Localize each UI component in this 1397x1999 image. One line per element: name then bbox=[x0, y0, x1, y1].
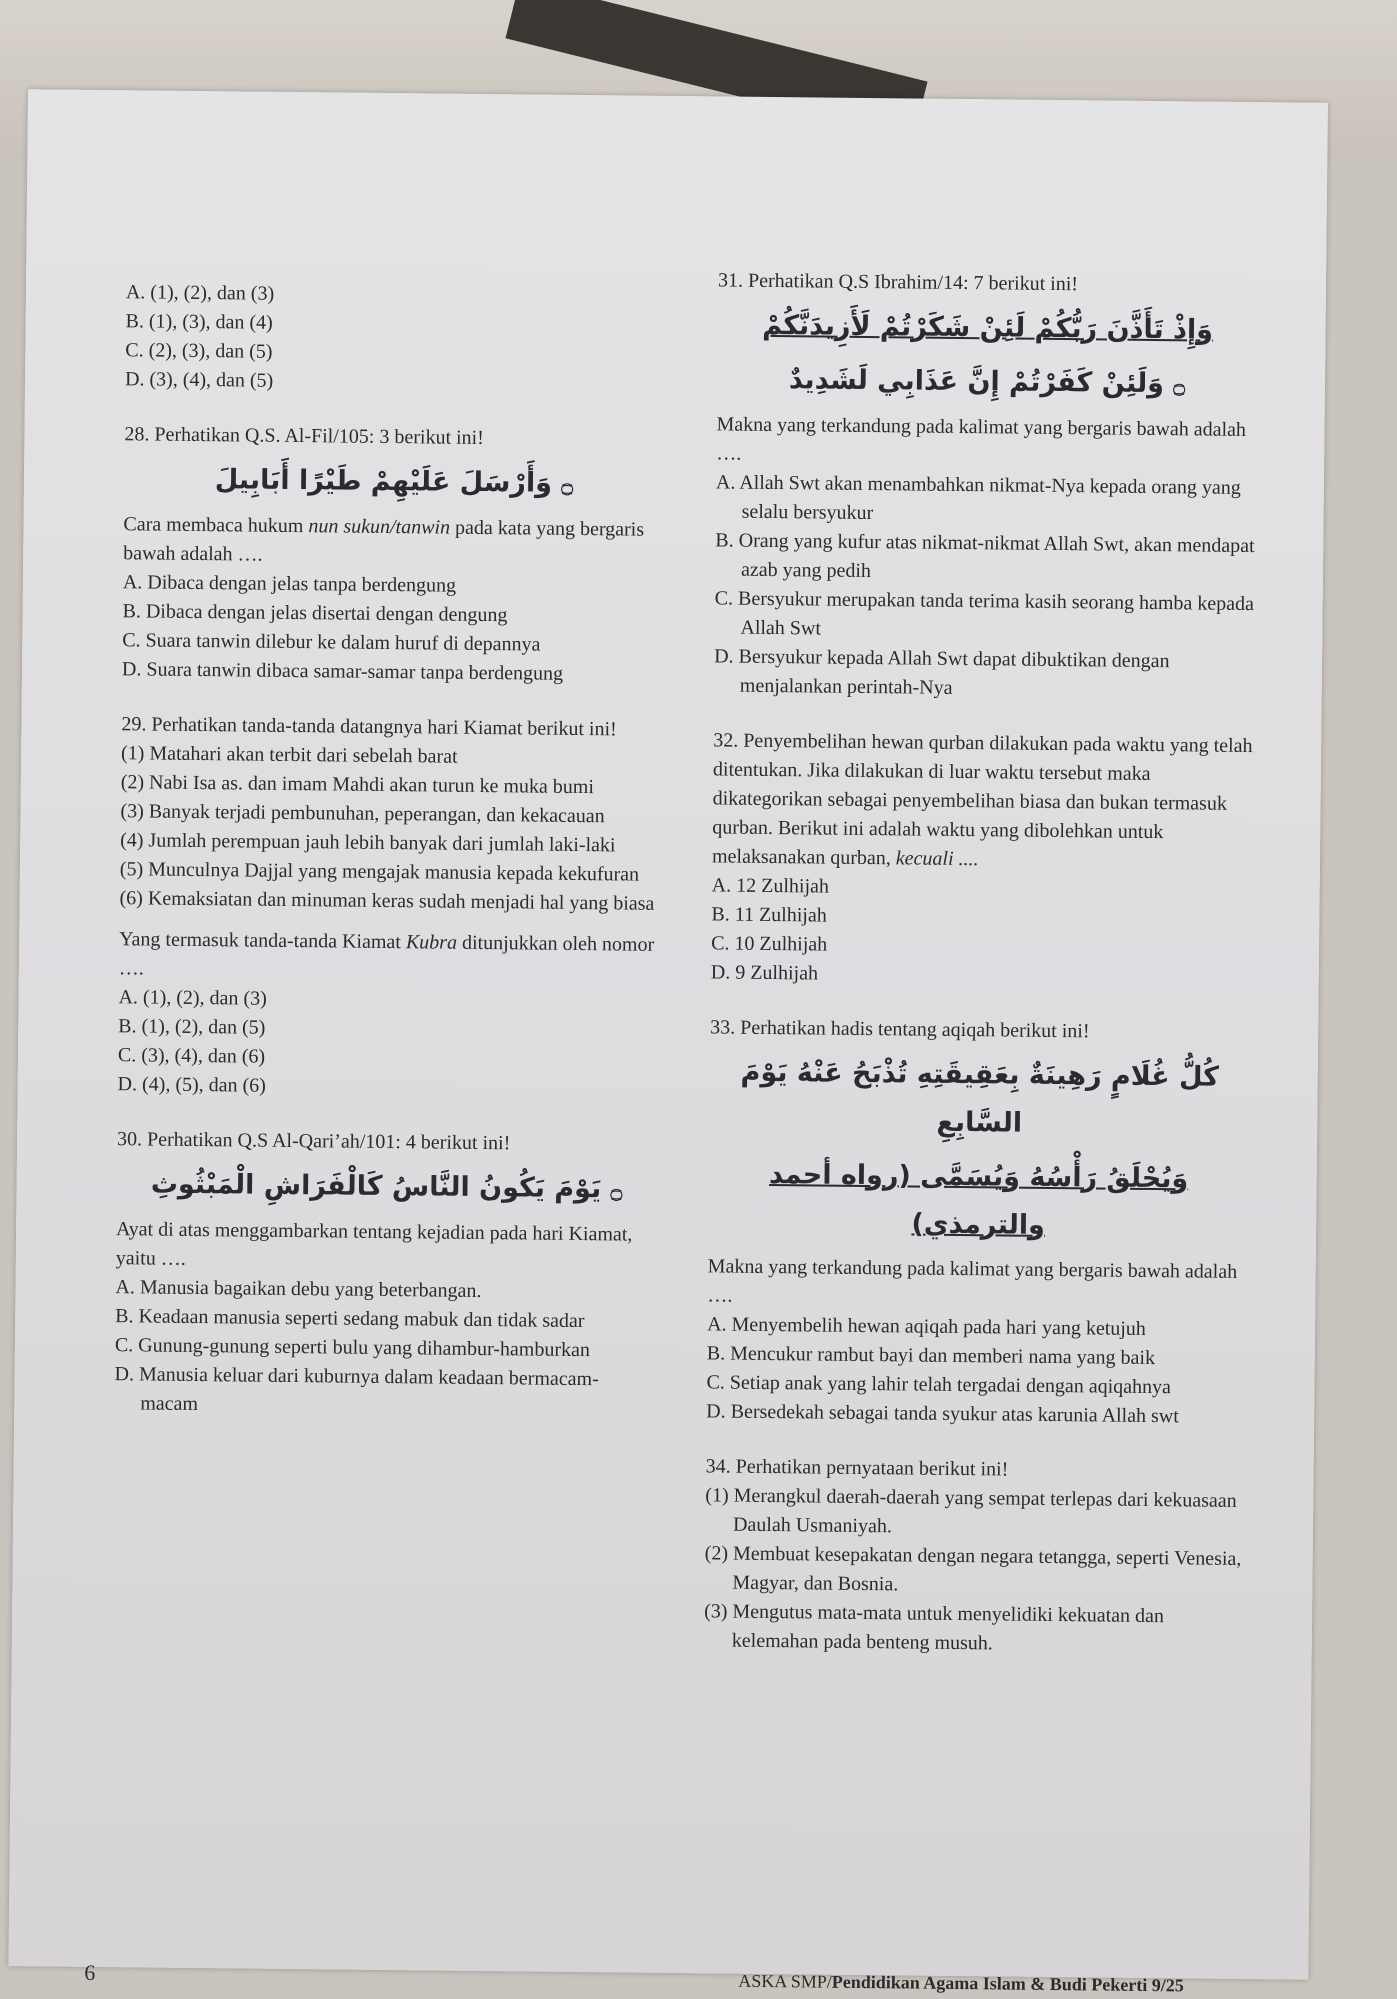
q30-stem: Ayat di atas menggambarkan tentang kejadian pada hari Kiamat, yaitu …. bbox=[115, 1218, 633, 1270]
q31-arabic-line-1: وَإِذْ تَأَذَّنَ رَبُّكُمْ لَئِنْ شَكَرْتُمْ لَأَزِيدَنَّكُمْ bbox=[762, 309, 1214, 346]
q29-option-b: B. (1), (2), dan (5) bbox=[118, 1015, 266, 1039]
ayah-number-icon: ۝ bbox=[610, 1178, 623, 1203]
q34-item-2: (2) Membuat kesepakatan dengan negara tetangga, seperti Venesia, Magyar, dan Bosnia. bbox=[704, 1542, 1242, 1596]
q28-arabic-verse: ۝ وَأَرْسَلَ عَلَيْهِمْ طَيْرًا أَبَابِيلَ bbox=[214, 464, 574, 499]
q32-option-c: C. 10 Zulhijah bbox=[711, 932, 828, 956]
question-33 bbox=[706, 1013, 1250, 1432]
question-30 bbox=[114, 1125, 657, 1424]
q31-option-b: B. Orang yang kufur atas nikmat-nikmat Allah Swt, akan mendapat azab yang pedih bbox=[715, 529, 1255, 583]
q30-title: 30. Perhatikan Q.S Al-Qari’ah/101: 4 berikut ini! bbox=[116, 1128, 511, 1155]
q29-stem: Yang termasuk tanda-tanda Kiamat Kubra ditunjukkan oleh nomor …. bbox=[118, 928, 655, 980]
q33-option-c: C. Setiap anak yang lahir telah tergadai dengan aqiqahnya bbox=[706, 1371, 1172, 1399]
q28-option-d: D. Suara tanwin dibaca samar-samar tanpa berdengung bbox=[121, 658, 564, 685]
q29-item-2: (2) Nabi Isa as. dan imam Mahdi akan turun ke muka bumi bbox=[120, 771, 595, 799]
q29-item-4: (4) Jumlah perempuan jauh lebih banyak dari jumlah laki-laki bbox=[120, 829, 616, 857]
q33-arabic-line-1: كُلُّ غُلَامٍ رَهِينَةٌ بِعَقِيقَتِهِ تُذْبَحُ عَنْهُ يَوْمَ السَّابِعِ bbox=[740, 1056, 1220, 1139]
q28-stem: Cara membaca hukum nun sukun/tanwin pada kata yang bergaris bawah adalah …. bbox=[123, 513, 645, 566]
question-34 bbox=[704, 1452, 1246, 1661]
q30-option-b: B. Keadaan manusia seperti sedang mabuk dan tidak sadar bbox=[115, 1305, 585, 1333]
q33-arabic-line-2: وَيُحْلَقُ رَأْسُهُ وَيُسَمَّى (رواه أحمد والترمذي) bbox=[768, 1159, 1189, 1241]
q33-option-a: A. Menyembelih hewan aqiqah pada hari yang ketujuh bbox=[707, 1313, 1146, 1340]
q27-option-a: A. (1), (2), dan (3) bbox=[125, 281, 275, 305]
q32-option-a: A. 12 Zulhijah bbox=[711, 874, 830, 898]
q29-title: 29. Perhatikan tanda-tanda datangnya hari Kiamat berikut ini! bbox=[121, 713, 617, 741]
q30-option-c: C. Gunung-gunung seperti bulu yang dihambur-hamburkan bbox=[114, 1334, 591, 1362]
q33-stem: Makna yang terkandung pada kalimat yang bergaris bawah adalah …. bbox=[707, 1255, 1238, 1307]
q29-item-6: (6) Kemaksiatan dan minuman keras sudah menjadi hal yang biasa bbox=[119, 887, 655, 915]
right-column bbox=[704, 266, 1259, 1661]
q28-option-b: B. Dibaca dengan jelas disertai dengan dengung bbox=[122, 600, 508, 627]
q29-option-a: A. (1), (2), dan (3) bbox=[118, 986, 267, 1010]
page-footer: ASKA SMP/Pendidikan Agama Islam & Budi Pekerti 9/25 bbox=[738, 1970, 1184, 1996]
q30-option-a: A. Manusia bagaikan debu yang beterbangan. bbox=[115, 1276, 482, 1303]
q29-item-5: (5) Munculnya Dajjal yang mengajak manusia kepada kekufuran bbox=[119, 858, 640, 886]
q29-option-c: C. (3), (4), dan (6) bbox=[117, 1044, 266, 1068]
q30-arabic-verse: ۝ يَوْمَ يَكُونُ النَّاسُ كَالْفَرَاشِ الْمَبْثُوثِ bbox=[150, 1168, 623, 1205]
q29-item-3: (3) Banyak terjadi pembunuhan, peperangan, dan kekacauan bbox=[120, 800, 605, 828]
page-number: 6 bbox=[84, 1959, 96, 1986]
q32-option-b: B. 11 Zulhijah bbox=[711, 903, 827, 927]
q33-option-d: D. Bersedekah sebagai tanda syukur atas karunia Allah swt bbox=[706, 1400, 1179, 1428]
q31-option-c: C. Bersyukur merupakan tanda terima kasih seorang hamba kepada Allah Swt bbox=[714, 587, 1255, 640]
q28-option-c: C. Suara tanwin dilebur ke dalam huruf di depannya bbox=[122, 629, 541, 656]
q31-arabic-line-2: ۝ وَلَئِنْ كَفَرْتُمْ إِنَّ عَذَابِي لَشَدِيدٌ bbox=[788, 364, 1186, 400]
q27-option-b: B. (1), (3), dan (4) bbox=[125, 310, 273, 334]
q32-title: 32. Penyembelihan hewan qurban dilakukan pada waktu yang telah ditentukan. Jika dilakukan di luar waktu tersebut maka dikategorikan sebagai penyembelihan biasa dan bukan termasuk qurban. Berikut ini adalah waktu yang dibolehkan untuk melaksanakan qurban, kecuali .... bbox=[711, 729, 1253, 871]
q27-options bbox=[125, 278, 666, 400]
question-28 bbox=[122, 420, 665, 690]
q29-item-1: (1) Matahari akan terbit dari sebelah barat bbox=[120, 742, 458, 768]
q31-title: 31. Perhatikan Q.S Ibrahim/14: 7 berikut ini! bbox=[717, 269, 1079, 296]
q27-option-c: C. (2), (3), dan (5) bbox=[125, 339, 273, 363]
q33-option-b: B. Mencukur rambut bayi dan memberi nama yang baik bbox=[706, 1342, 1156, 1370]
q33-title: 33. Perhatikan hadis tentang aqiqah berikut ini! bbox=[710, 1016, 1090, 1043]
question-31 bbox=[714, 266, 1259, 706]
q31-option-a: A. Allah Swt akan menambahkan nikmat-Nya kepada orang yang selalu bersyukur bbox=[715, 471, 1241, 525]
ayah-number-icon: ۝ bbox=[1173, 373, 1186, 398]
q28-option-a: A. Dibaca dengan jelas tanpa berdengung bbox=[122, 571, 457, 597]
q31-stem: Makna yang terkandung pada kalimat yang bergaris bawah adalah …. bbox=[716, 413, 1247, 465]
q34-item-3: (3) Mengutus mata-mata untuk menyelidiki kekuatan dan kelemahan pada benteng musuh. bbox=[704, 1600, 1165, 1655]
q28-title: 28. Perhatikan Q.S. Al-Fil/105: 3 berikut ini! bbox=[124, 423, 484, 449]
q34-title: 34. Perhatikan pernyataan berikut ini! bbox=[705, 1455, 1009, 1481]
left-column bbox=[114, 278, 666, 1424]
q31-option-d: D. Bersyukur kepada Allah Swt dapat dibuktikan dengan menjalankan perintah-Nya bbox=[714, 645, 1170, 699]
q29-option-d: D. (4), (5), dan (6) bbox=[117, 1073, 267, 1097]
q30-option-d: D. Manusia keluar dari kuburnya dalam keadaan bermacam-macam bbox=[114, 1363, 599, 1416]
document-page bbox=[8, 89, 1328, 1996]
question-32 bbox=[711, 726, 1254, 993]
q32-option-d: D. 9 Zulhijah bbox=[710, 961, 819, 985]
q27-option-d: D. (3), (4), dan (5) bbox=[124, 368, 274, 392]
question-29 bbox=[117, 710, 661, 1105]
ayah-number-icon: ۝ bbox=[561, 472, 574, 497]
q34-item-1: (1) Merangkul daerah-daerah yang sempat terlepas dari kekuasaan Daulah Usmaniyah. bbox=[705, 1484, 1237, 1538]
